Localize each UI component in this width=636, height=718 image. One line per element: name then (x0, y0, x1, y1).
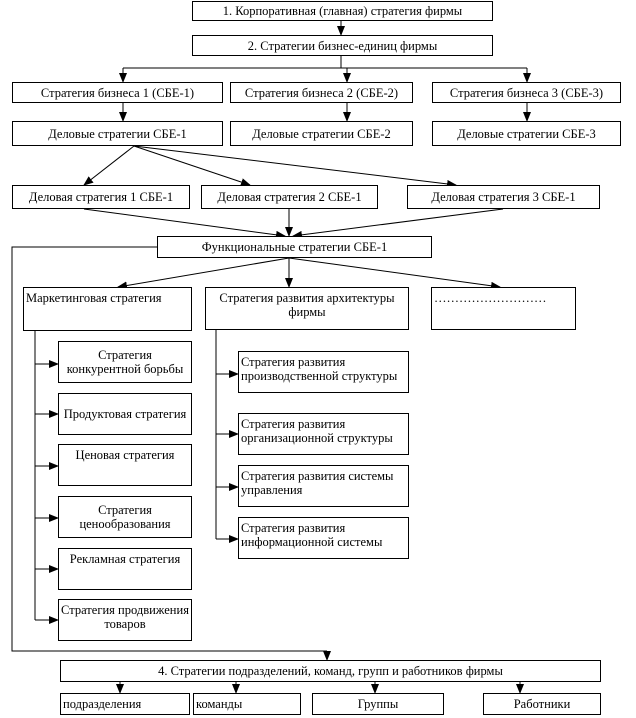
other-strategy-box (431, 287, 576, 330)
marketing-item-6-label: Стратегия продвижения товаров (61, 603, 189, 631)
sbe1-business-strategies-label: Деловые стратегии СБЕ-1 (48, 126, 187, 141)
architecture-item-2-label: Стратегия развития организационной структуры (241, 417, 393, 445)
level4-item-3-label: Группы (357, 697, 399, 711)
level4-item-2 (193, 693, 301, 715)
architecture-strategy-label: Стратегия развития архитектуры фирмы (219, 291, 395, 319)
functional-strategies-box (157, 236, 432, 258)
architecture-item-4-label: Стратегия развития информационной системы (241, 521, 383, 549)
marketing-item-2 (58, 393, 192, 435)
marketing-item-1-label: Стратегия конкурентной борьбы (66, 348, 184, 376)
level4-label: 4. Стратегии подразделений, команд, групп и работников фирмы (158, 664, 503, 678)
sbe1-strategy-1-label: Деловая стратегия 1 СБЕ-1 (28, 190, 174, 204)
arrow-strategy-1-to-functional (84, 209, 285, 236)
sbe1-strategy-3-label: Деловая стратегия 3 СБЕ-1 (431, 190, 576, 204)
business-strategy-1-box (12, 82, 223, 103)
architecture-item-2 (238, 413, 409, 455)
sbe1-strategy-1-box (12, 185, 190, 209)
marketing-item-4 (58, 496, 192, 538)
architecture-item-3 (238, 465, 409, 507)
arrow-sbe1-to-strategy-1 (84, 146, 134, 185)
business-strategy-1-label: Стратегия бизнеса 1 (СБЕ-1) (40, 85, 195, 100)
arrow-strategy-3-to-functional (293, 209, 503, 236)
marketing-item-4-label: Стратегия ценообразования (79, 503, 171, 531)
sbe1-strategy-2-label: Деловая стратегия 2 СБЕ-1 (217, 190, 362, 204)
sbe2-business-strategies-box (230, 121, 413, 146)
sbe3-business-strategies-label: Деловые стратегии СБЕ-3 (457, 126, 596, 141)
arrow-functional-to-other (289, 258, 500, 287)
architecture-item-1 (238, 351, 409, 393)
arrow-sbe1-to-strategy-2 (134, 146, 250, 185)
sbe1-strategy-3-box (407, 185, 600, 209)
sbe1-strategy-2-box (201, 185, 378, 209)
marketing-item-3-label: Ценовая стратегия (75, 448, 175, 462)
corporate-strategy-box (192, 1, 493, 21)
architecture-item-4 (238, 517, 409, 559)
business-units-box (192, 35, 493, 56)
level4-box (60, 660, 601, 682)
marketing-strategy-box (23, 287, 192, 331)
marketing-item-3 (58, 444, 192, 486)
business-strategy-2-label: Стратегия бизнеса 2 (СБЕ-2) (244, 85, 399, 100)
sbe2-business-strategies-label: Деловые стратегии СБЕ-2 (252, 126, 391, 141)
marketing-item-1 (58, 341, 192, 383)
level4-item-2-label: команды (196, 697, 243, 711)
business-strategy-3-label: Стратегия бизнеса 3 (СБЕ-3) (449, 85, 604, 100)
architecture-item-1-label: Стратегия развития производственной структуры (241, 355, 398, 383)
level4-item-1-label: подразделения (63, 697, 142, 711)
business-units-label: 2. Стратегии бизнес-единиц фирмы (247, 38, 438, 53)
level4-item-1 (60, 693, 190, 715)
marketing-item-5-label: Рекламная стратегия (69, 552, 181, 566)
functional-strategies-label: Функциональные стратегии СБЕ-1 (201, 240, 388, 254)
business-strategy-2-box (230, 82, 413, 103)
sbe1-business-strategies-box (12, 121, 223, 146)
level4-item-4 (483, 693, 601, 715)
corporate-strategy-label: 1. Корпоративная (главная) стратегия фирмы (222, 4, 463, 18)
level4-item-4-label: Работники (513, 697, 571, 711)
marketing-strategy-label: Маркетинговая стратегия (26, 291, 162, 305)
marketing-item-5 (58, 548, 192, 590)
architecture-strategy-box (205, 287, 409, 330)
arrow-sbe1-to-strategy-3 (134, 146, 456, 185)
level4-item-3 (312, 693, 444, 715)
other-strategy-label: ……………………… (434, 291, 547, 305)
marketing-item-6 (58, 599, 192, 641)
architecture-item-3-label: Стратегия развития системы управления (241, 469, 394, 497)
sbe3-business-strategies-box (432, 121, 621, 146)
arrow-functional-to-marketing (118, 258, 289, 287)
business-strategy-3-box (432, 82, 621, 103)
marketing-item-2-label: Продуктовая стратегия (63, 407, 187, 421)
